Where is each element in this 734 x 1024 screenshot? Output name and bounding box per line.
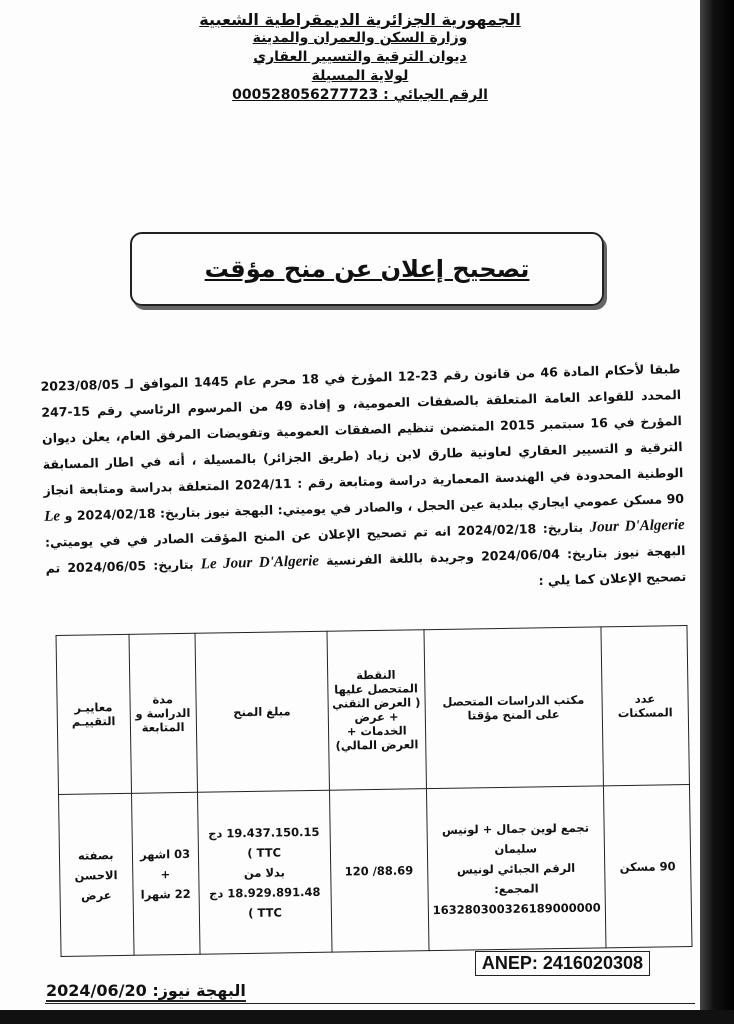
office-name: تجمع لوين جمال + لونيس سليمان	[441, 820, 590, 856]
province-line: لولاية المسيلة	[311, 68, 409, 84]
notice-text-1: طبقا لأحكام المادة 46 من قانون رقم 23-12 المؤرخ في 18 محرم عام 1445 الموافق لـ 2023/08/05 المحدد للقواعد العامة المتعلقة بالصفقات العمومية، و إفادة 49 من المرسوم الرئاسي رقم 15-247 المؤرخ في 16 سبتمبر 2015 المتضمن تنظيم الصفقات العمومية وتفويضات المرفق العام، يعلن ديوان الترقية و التسيير العقاري لعاونية طارق لابن زياد (طريق الجزائر) بالمسيلة ، أنه في اطار المسابقة الوطنية المحدودة في الهندسة المعمارية دراسة ومتابعة رقم : 2024/11 المتعلقة بدراسة ومتابعة انجاز 90 مسكن عمومي ايجاري ببلدية عين الحجل ، والصادر في يوميتي: البهجة نيوز بتاريخ: 2024/02/18 و	[40, 360, 685, 524]
issuer-header	[180, 10, 540, 105]
republic-line: الجمهورية الجزائرية الديمقراطية الشعبية	[199, 10, 521, 29]
cell-duration	[131, 792, 200, 955]
header-duration: مدة الدراسة و المتابعة	[129, 633, 198, 793]
newspaper-name: Le Jour D'Algerie	[44, 508, 685, 536]
notice-title: تصحيح إعلان عن منح مؤقت	[204, 255, 530, 283]
scan-edge-shadow	[700, 0, 734, 1024]
amount-instead-of: بدلا من	[243, 864, 286, 880]
cell-office	[426, 786, 606, 951]
notice-body	[40, 356, 686, 608]
header-score: النقطة المتحصل عليها ( العرض التقني + عرض الخدمات + العرض المالي)	[327, 630, 427, 791]
amount-old: 18.929.891.48 دج TTC )	[208, 884, 321, 920]
criteria-1: بصفته الاحسن	[74, 847, 118, 883]
header-amount: مبلغ المنح	[195, 631, 329, 792]
amount-new: 19.437.150.15 دج TTC )	[208, 824, 320, 860]
table-row	[59, 785, 692, 957]
footer-publication: البهجة نيوز: 2024/06/20	[46, 981, 246, 1000]
newspaper-name-2: Le Jour D'Algerie	[200, 553, 320, 573]
duration-followup: 22 شهرا	[140, 886, 191, 902]
cell-score: 88.69/ 120	[329, 789, 429, 953]
header-criteria: معاييـر التقييـم	[56, 634, 131, 794]
table-header-row	[56, 626, 689, 795]
office-tax-number: المجمع: 163280300326189000000	[432, 880, 601, 917]
notice-text-3: بتاريخ: 2024/06/05 تم تصحيح الإعلان كما يلي :	[45, 556, 687, 589]
office-line: ديوان الترقية والتسيير العقاري	[253, 49, 467, 65]
cell-criteria	[59, 793, 134, 956]
tax-id-line	[180, 86, 540, 105]
notice-title-box	[130, 232, 604, 306]
award-table	[56, 625, 693, 957]
footer-rule	[45, 1003, 695, 1004]
criteria-2: عرض	[81, 887, 112, 903]
duration-study: 03 اشهر +	[139, 846, 191, 881]
header-office: مكتب الدراسات المتحصل على المنح مؤقتا	[424, 627, 604, 789]
cell-amount	[197, 790, 331, 954]
notice-text-2: بتاريخ: 2024/02/18 انه تم تصحيح الإعلان عن المنح المؤقت الصادر في في يوميتي: البهجة نيوز بتاريخ: 2024/06/04 وجريدة باللغة الفرنسية	[44, 519, 686, 568]
tax-id-number: 000528056277723	[232, 87, 379, 103]
tax-id-label: الرقم الجبائي :	[383, 87, 488, 103]
header-units: عدد المسكنات	[601, 626, 690, 786]
cell-units: 90 مسكن	[603, 785, 692, 948]
scan-bottom-edge	[0, 1010, 734, 1024]
notice-paragraph	[40, 356, 686, 608]
anep-reference: ANEP: 2416020308	[475, 951, 650, 976]
office-tax-label: الرقم الجبائي لونيس	[456, 860, 576, 877]
ministry-line: وزارة السكن والعمران والمدينة	[252, 30, 468, 46]
